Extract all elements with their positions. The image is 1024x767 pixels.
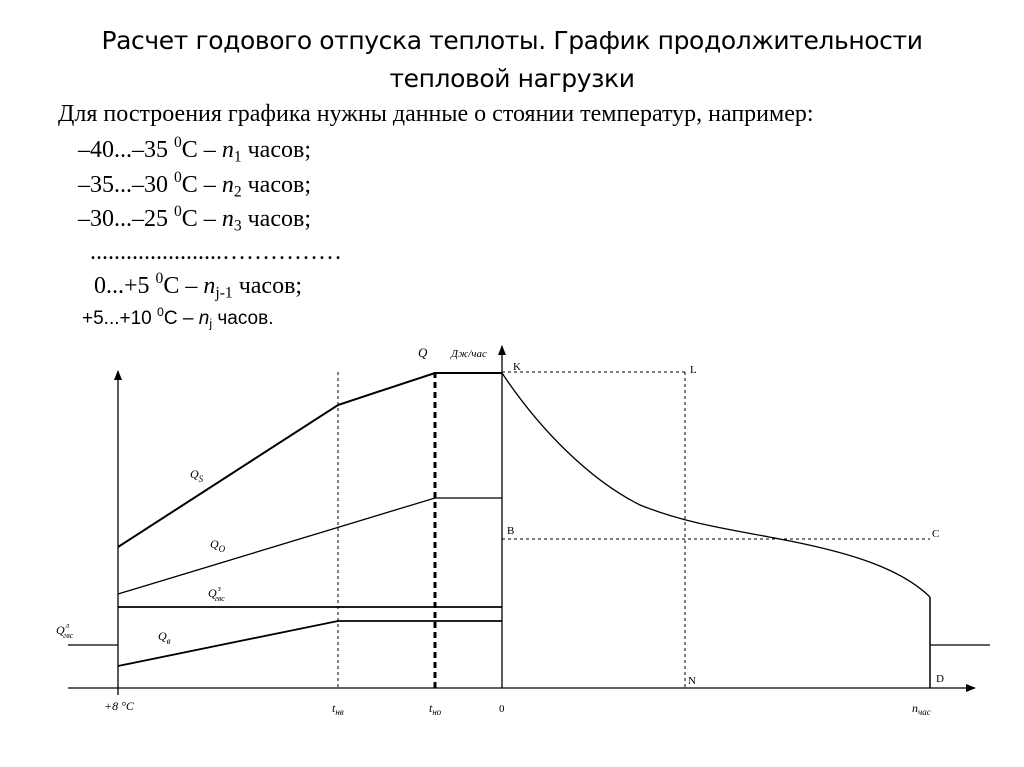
point-b-label: B bbox=[507, 525, 515, 537]
intro-text: Для построения графика нужны данные о стоянии температур, например: bbox=[58, 101, 814, 127]
qs-label: $Q_S$ bbox=[190, 467, 204, 484]
duration-curve bbox=[502, 373, 930, 597]
qo-label: $Q_O$ bbox=[210, 537, 226, 554]
qv-curve bbox=[118, 621, 502, 666]
temperature-range-1: –40...–35 $^0С - n_1$ часов; bbox=[78, 133, 311, 166]
x-tick-plus8: +8 °C bbox=[104, 699, 134, 713]
point-d-label: D bbox=[936, 673, 944, 685]
point-c-label: C bbox=[932, 528, 940, 540]
ellipsis-row: ......................…………… bbox=[90, 239, 342, 265]
x-tick-zero: 0 bbox=[499, 703, 505, 715]
qo-curve bbox=[118, 498, 502, 594]
qs-curve bbox=[118, 373, 502, 547]
slide-title-line-1: Расчет годового отпуска теплоты. График продолжительности bbox=[101, 26, 923, 55]
x-tick-t-no: $t_{но}$ bbox=[429, 701, 442, 717]
x-tick-n-hours: $n_{час}$ bbox=[912, 701, 931, 717]
temperature-range-4: 0...+5 $^0С - n_{j-1}$ часов; bbox=[94, 269, 303, 302]
temperature-range-3: –30...–25 $^0С - n_3$ часов; bbox=[78, 202, 311, 235]
x-tick-t-nv: $t_{нв}$ bbox=[332, 701, 344, 717]
qv-label: $Q_в$ bbox=[158, 629, 171, 646]
point-k-label: K bbox=[513, 361, 521, 373]
y-axis-unit-label: Дж/час bbox=[451, 348, 487, 360]
slide-title-line-2: тепловой нагрузки bbox=[389, 64, 635, 93]
temperature-range-2: –35...–30 $^0С - n_2$ часов; bbox=[78, 168, 311, 201]
qgvs-z-label: $Q^з$ гвс bbox=[208, 584, 225, 603]
qgvs-l-label: $Q^л$ гвс bbox=[56, 621, 74, 640]
point-l-label: L bbox=[690, 364, 697, 376]
temperature-range-5: +5...+10 $^0С - n_j$ часов. bbox=[82, 304, 274, 331]
y-axis-q-label: Q bbox=[418, 345, 428, 360]
point-n-label: N bbox=[688, 675, 696, 687]
